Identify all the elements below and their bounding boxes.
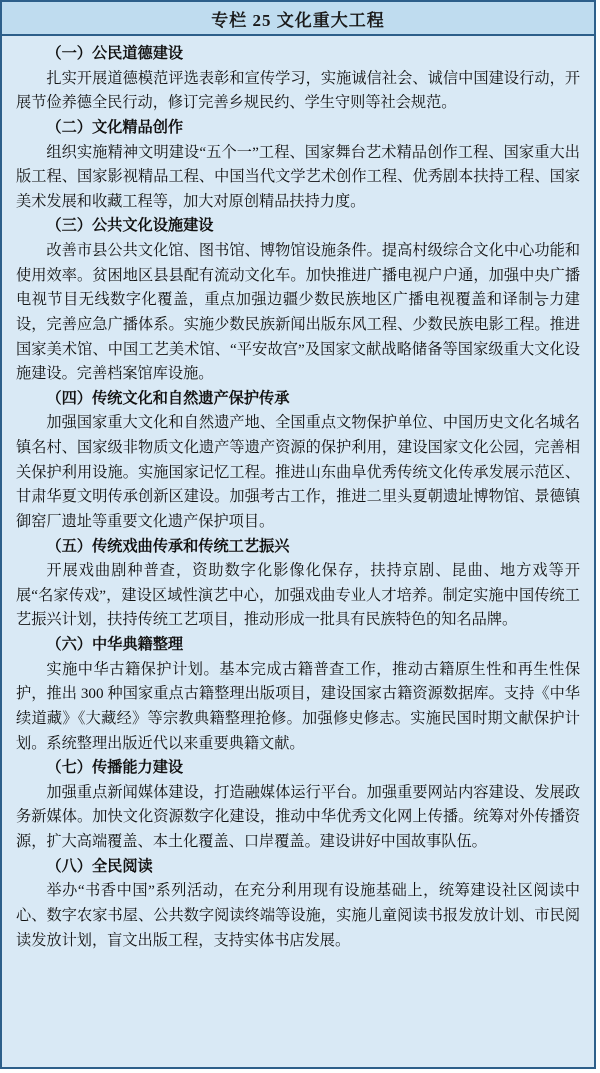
box-title-bar — [2, 2, 594, 36]
section-body-6: 实施中华古籍保护计划。基本完成古籍普查工作，推动古籍原生性和再生性保护，推出 300 种国家重点古籍整理出版项目，建设国家古籍资源数据库。支持《中华续道藏》《大藏经》等宗教典籍整理抢修。加强修史修志。实施民国时期文献保护计划。系统整理出版近代以来重要典籍文献。 — [16, 660, 580, 752]
section-heading-7: （七）传播能力建设 — [46, 759, 184, 777]
section-heading-4: （四）传统文化和自然遗产保护传承 — [46, 389, 290, 407]
section-body-3: 改善市县公共文化馆、图书馆、博物馆设施条件。提高村级综合文化中心功能和使用效率。贫困地区县县配有流动文化车。加快推进广播电视户户通，加强中央广播电视节目无线数字化覆盖，重点加强边疆少数民族地区广播电视覆盖和译制능力建设，完善应急广播体系。实施少数民族新闻出版东风工程、少数民族电影工程。推进国家美术馆、中国工艺美术馆、“平安故宫”及国家文献战略储备等国家级重大文化设施建设。完善档案馆库设施。 — [16, 242, 580, 383]
box-title: 专栏 25 文化重大工程 — [211, 10, 385, 30]
section-heading-6: （六）中华典籍整理 — [46, 636, 184, 653]
section-body-1: 扎实开展道德模范评选表彰和宣传学习，实施诚信社会、诚信中国建设行动，开展节俭养德全民行动，修订完善乡规民约、学生守则等社会规范。 — [16, 69, 580, 112]
section-heading-2: （二）文化精品创作 — [46, 118, 184, 136]
section-body-5: 开展戏曲剧种普查，资助数字化影像化保存，扶持京剧、昆曲、地方戏等开展“名家传戏”，建设区域性演艺中心，加强戏曲专业人才培养。制定实施中国传统工艺振兴计划，扶持传统工艺项目，推动形成一批具有民族特色的知名品牌。 — [16, 562, 580, 629]
section-heading-5: （五）传统戏曲传承和传统工艺振兴 — [46, 537, 290, 555]
section-body-4: 加强国家重大文化和自然遗产地、全国重点文物保护单位、中国历史文化名城名镇名村、国家级非物质文化遗产等遗产资源的保护利用，建设国家文化公园，完善相关保护利用设施。实施国家记忆工程。推进山东曲阜优秀传统文化传承发展示范区、甘肃华夏文明传承创新区建设。加强考古工作，推进二里头夏朝遗址博物馆、景德镇御窑厂遗址等重要文化遗产保护项目。 — [16, 414, 580, 530]
section-heading-8: （八）全民阅读 — [46, 857, 153, 875]
section-body-2: 组织实施精神文明建设“五个一”工程、国家舞台艺术精品创作工程、国家重大出版工程、国家影视精品工程、中国当代文学艺术创作工程、优秀剧本扶持工程、国家美术发展和收藏工程等，加大对原创精品扶持力度。 — [16, 143, 580, 210]
section-heading-3: （三）公共文化设施建设 — [46, 217, 214, 235]
section-heading-1: （一）公民道德建设 — [46, 45, 184, 62]
section-body-8: 举办“书香中国”系列活动，在充分利用现有设施基础上，统筹建设社区阅读中心、数字农家书屋、公共数字阅读终端等设施，实施儿童阅读书报发放计划、市民阅读发放计划，盲文出版工程，支持实体书店发展。 — [16, 882, 580, 949]
section-body-7: 加强重点新闻媒体建设，打造融媒体运行平台。加强重要网站内容建设、发展政务新媒体。加快文化资源数字化建设，推动中华优秀文化网上传播。统筹对外传播资源，扩大高端覆盖、本土化覆盖、口岸覆盖。建设讲好中国故事队伍。 — [16, 783, 580, 850]
box-content — [2, 36, 594, 953]
